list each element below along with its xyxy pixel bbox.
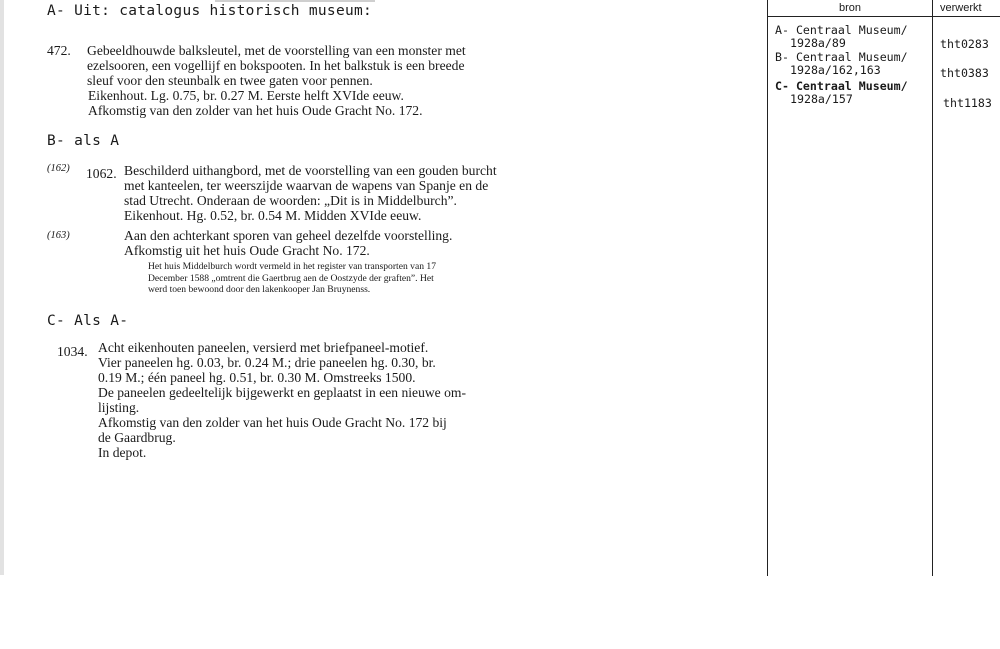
entry-number: 472. — [47, 43, 71, 58]
entry-1034-text — [98, 340, 466, 460]
table-header-bron: bron — [839, 2, 862, 14]
footnote-line: Het huis Middelburch wordt vermeld in het register van transporten van 17 — [148, 261, 437, 272]
entry-line: Acht eikenhouten paneelen, versierd met briefpaneel-motief. — [98, 340, 429, 355]
entry-line: lijsting. — [98, 400, 140, 415]
margin-annotation: (163) — [47, 230, 70, 241]
table-row-source — [775, 51, 908, 76]
entry-1062-text — [124, 163, 497, 223]
entry-line: Vier paneelen hg. 0.03, br. 0.24 M.; drie paneelen hg. 0.30, br. — [98, 355, 436, 370]
entry-line: Afkomstig uit het huis Oude Gracht No. 172. — [124, 243, 370, 258]
entry-line: 0.19 M.; één paneel hg. 0.51, br. 0.30 M. Omstreeks 1500. — [98, 370, 416, 385]
table-row-source — [775, 80, 908, 105]
entry-number: 1034. — [57, 344, 88, 359]
table-header-rule — [767, 16, 1000, 17]
entry-number: 1062. — [86, 166, 117, 181]
source-line: 1928a/162,163 — [790, 62, 881, 77]
table-left-border — [767, 0, 768, 576]
scan-edge — [0, 0, 4, 575]
source-line: C- Centraal Museum/ — [775, 79, 908, 93]
source-line: A- Centraal Museum/ — [775, 23, 908, 37]
source-line: 1928a/157 — [790, 91, 853, 106]
entry-line: de Gaardbrug. — [98, 430, 176, 445]
entry-line: In depot. — [98, 445, 147, 460]
entry-472-text — [87, 43, 466, 118]
section-a-heading: A- Uit: catalogus historisch museum: — [47, 3, 373, 19]
table-row-source — [775, 24, 908, 49]
table-row-code: tht1183 — [943, 96, 992, 110]
entry-line: met kanteelen, ter weerszijde waarvan de wapens van Spanje en de — [124, 178, 489, 193]
footnote-line: werd toen bewoond door den lakenkooper Jan Bruynenss. — [148, 284, 371, 295]
table-row-code: tht0383 — [940, 66, 989, 80]
table-column-divider — [932, 0, 933, 576]
entry-line: Aan den achterkant sporen van geheel dezelfde voorstelling. — [124, 228, 453, 243]
entry-line: Afkomstig van den zolder van het huis Oude Gracht No. 172. — [88, 103, 423, 118]
entry-line: Gebeeldhouwde balksleutel, met de voorstelling van een monster met — [87, 43, 466, 58]
entry-line: stad Utrecht. Onderaan de woorden: „Dit is in Middelburch”. — [124, 193, 457, 208]
entry-1062-back-text — [124, 228, 452, 258]
entry-line: Eikenhout. Lg. 0.75, br. 0.27 M. Eerste helft XVIde eeuw. — [88, 88, 404, 103]
scan-top-mark — [215, 0, 375, 2]
entry-line: Afkomstig van den zolder van het huis Oude Gracht No. 172 bij — [98, 415, 447, 430]
entry-line: Beschilderd uithangbord, met de voorstelling van een gouden burcht — [124, 163, 497, 178]
table-row-code: tht0283 — [940, 37, 989, 51]
entry-line: Eikenhout. Hg. 0.52, br. 0.54 M. Midden XVIde eeuw. — [124, 208, 422, 223]
section-c-heading: C- Als A- — [47, 313, 129, 329]
source-line: 1928a/89 — [790, 35, 846, 50]
footnote — [148, 261, 436, 296]
margin-annotation: (162) — [47, 163, 70, 174]
entry-line: ezelsooren, een vogellijf en bokspooten. In het balkstuk is een breede — [87, 58, 465, 73]
entry-line: De paneelen gedeeltelijk bijgewerkt en geplaatst in een nieuwe om- — [98, 385, 467, 400]
footnote-line: December 1588 „omtrent die Gaertbrug aen de Oostzyde der graften”. Het — [148, 272, 434, 284]
entry-line: sleuf voor den steunbalk en twee gaten voor pennen. — [87, 73, 373, 88]
source-line: B- Centraal Museum/ — [775, 50, 908, 64]
table-header-verwerkt: verwerkt — [940, 2, 982, 14]
section-b-heading: B- als A — [47, 133, 120, 149]
